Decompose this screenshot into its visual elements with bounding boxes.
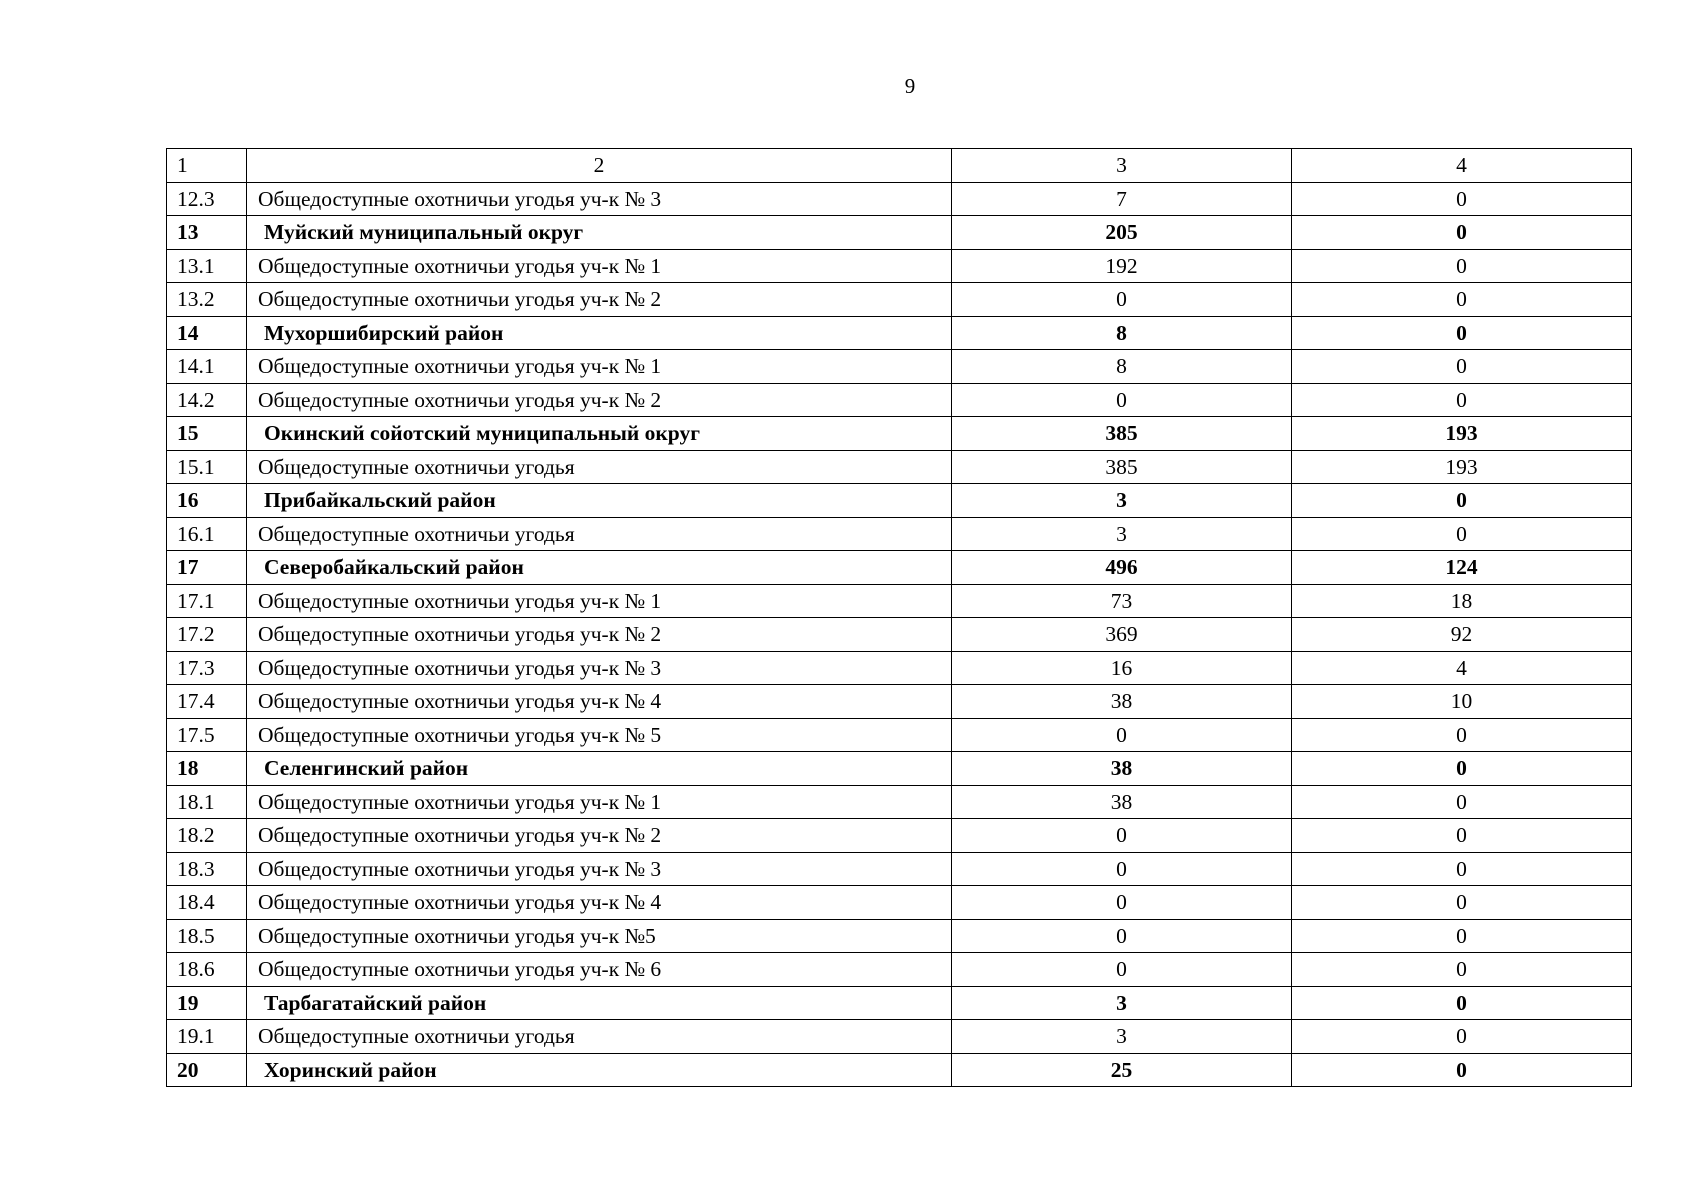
row-col4-cell: 0 xyxy=(1292,953,1632,987)
row-col4-cell: 0 xyxy=(1292,383,1632,417)
row-col4-cell: 0 xyxy=(1292,283,1632,317)
row-col4-cell: 92 xyxy=(1292,618,1632,652)
row-number-cell: 18.6 xyxy=(167,953,247,987)
row-col3-cell: 38 xyxy=(952,785,1292,819)
row-number-cell: 17.2 xyxy=(167,618,247,652)
table-row xyxy=(167,953,1632,987)
row-col4-cell: 0 xyxy=(1292,517,1632,551)
table-row xyxy=(167,819,1632,853)
table-row xyxy=(167,886,1632,920)
row-col4-cell: 0 xyxy=(1292,785,1632,819)
row-name-cell: Северобайкальский район xyxy=(247,551,952,585)
row-col3-cell: 7 xyxy=(952,182,1292,216)
row-col3-cell: 38 xyxy=(952,752,1292,786)
row-name-cell: Общедоступные охотничьи угодья уч-к № 2 xyxy=(247,618,952,652)
row-col4-cell: 0 xyxy=(1292,484,1632,518)
row-col4-cell: 4 xyxy=(1292,651,1632,685)
row-col3-cell: 0 xyxy=(952,852,1292,886)
table-row xyxy=(167,283,1632,317)
row-col4-cell: 0 xyxy=(1292,718,1632,752)
row-col3-cell: 3 xyxy=(952,1020,1292,1054)
row-col4-cell: 0 xyxy=(1292,249,1632,283)
table-section-row xyxy=(167,986,1632,1020)
row-number-cell: 18.3 xyxy=(167,852,247,886)
row-name-cell: Окинский сойотский муниципальный округ xyxy=(247,417,952,451)
row-name-cell: Общедоступные охотничьи угодья уч-к № 3 xyxy=(247,651,952,685)
table-row xyxy=(167,383,1632,417)
row-col3-cell: 3 xyxy=(952,484,1292,518)
row-col4-cell: 193 xyxy=(1292,450,1632,484)
row-number-cell: 13.1 xyxy=(167,249,247,283)
row-col3-cell: 3 xyxy=(952,986,1292,1020)
row-number-cell: 17 xyxy=(167,551,247,585)
row-name-cell: Прибайкальский район xyxy=(247,484,952,518)
table-row xyxy=(167,718,1632,752)
table-row xyxy=(167,852,1632,886)
table-row xyxy=(167,785,1632,819)
row-name-cell: Хоринский район xyxy=(247,1053,952,1087)
table-row xyxy=(167,1020,1632,1054)
table-row xyxy=(167,249,1632,283)
row-col3-cell: 0 xyxy=(952,953,1292,987)
row-name-cell: Общедоступные охотничьи угодья xyxy=(247,1020,952,1054)
row-col3-cell: 385 xyxy=(952,450,1292,484)
header-cell-4: 4 xyxy=(1292,149,1632,183)
page-number: 9 xyxy=(904,74,916,98)
row-number-cell: 17.4 xyxy=(167,685,247,719)
row-number-cell: 17.3 xyxy=(167,651,247,685)
row-name-cell: Общедоступные охотничьи угодья уч-к № 6 xyxy=(247,953,952,987)
row-number-cell: 17.5 xyxy=(167,718,247,752)
row-name-cell: Общедоступные охотничьи угодья уч-к № 5 xyxy=(247,718,952,752)
row-number-cell: 14.1 xyxy=(167,350,247,384)
row-number-cell: 14.2 xyxy=(167,383,247,417)
table-section-row xyxy=(167,551,1632,585)
table-body xyxy=(167,149,1632,1087)
row-col4-cell: 124 xyxy=(1292,551,1632,585)
table-section-row xyxy=(167,216,1632,250)
row-number-cell: 15 xyxy=(167,417,247,451)
row-number-cell: 19 xyxy=(167,986,247,1020)
row-col3-cell: 205 xyxy=(952,216,1292,250)
table-section-row xyxy=(167,1053,1632,1087)
row-name-cell: Общедоступные охотничьи угодья уч-к № 3 xyxy=(247,852,952,886)
table-section-row xyxy=(167,752,1632,786)
row-number-cell: 17.1 xyxy=(167,584,247,618)
row-name-cell: Мухоршибирский район xyxy=(247,316,952,350)
row-name-cell: Общедоступные охотничьи угодья уч-к №5 xyxy=(247,919,952,953)
row-name-cell: Общедоступные охотничьи угодья уч-к № 2 xyxy=(247,383,952,417)
row-name-cell: Общедоступные охотничьи угодья уч-к № 2 xyxy=(247,283,952,317)
row-col4-cell: 193 xyxy=(1292,417,1632,451)
row-name-cell: Селенгинский район xyxy=(247,752,952,786)
row-col4-cell: 0 xyxy=(1292,316,1632,350)
row-number-cell: 14 xyxy=(167,316,247,350)
table-section-row xyxy=(167,316,1632,350)
row-number-cell: 18.2 xyxy=(167,819,247,853)
row-number-cell: 13 xyxy=(167,216,247,250)
row-col3-cell: 0 xyxy=(952,718,1292,752)
row-name-cell: Общедоступные охотничьи угодья уч-к № 3 xyxy=(247,182,952,216)
row-col3-cell: 8 xyxy=(952,316,1292,350)
table-row xyxy=(167,584,1632,618)
table-header-row xyxy=(167,149,1632,183)
row-col3-cell: 38 xyxy=(952,685,1292,719)
row-col4-cell: 0 xyxy=(1292,886,1632,920)
row-number-cell: 15.1 xyxy=(167,450,247,484)
row-col3-cell: 8 xyxy=(952,350,1292,384)
table-row xyxy=(167,182,1632,216)
table-row xyxy=(167,919,1632,953)
row-number-cell: 13.2 xyxy=(167,283,247,317)
table-section-row xyxy=(167,417,1632,451)
row-col4-cell: 0 xyxy=(1292,852,1632,886)
table-row xyxy=(167,618,1632,652)
row-col4-cell: 0 xyxy=(1292,819,1632,853)
row-col4-cell: 18 xyxy=(1292,584,1632,618)
row-col3-cell: 0 xyxy=(952,919,1292,953)
row-col3-cell: 16 xyxy=(952,651,1292,685)
row-name-cell: Общедоступные охотничьи угодья xyxy=(247,450,952,484)
row-number-cell: 16 xyxy=(167,484,247,518)
row-name-cell: Общедоступные охотничьи угодья уч-к № 2 xyxy=(247,819,952,853)
row-name-cell: Общедоступные охотничьи угодья уч-к № 1 xyxy=(247,249,952,283)
row-col3-cell: 0 xyxy=(952,383,1292,417)
row-col3-cell: 496 xyxy=(952,551,1292,585)
row-col4-cell: 0 xyxy=(1292,986,1632,1020)
table-row xyxy=(167,517,1632,551)
row-col4-cell: 0 xyxy=(1292,1020,1632,1054)
header-cell-1: 1 xyxy=(167,149,247,183)
row-col4-cell: 0 xyxy=(1292,216,1632,250)
row-col4-cell: 10 xyxy=(1292,685,1632,719)
row-number-cell: 16.1 xyxy=(167,517,247,551)
table-section-row xyxy=(167,484,1632,518)
row-col4-cell: 0 xyxy=(1292,182,1632,216)
row-name-cell: Общедоступные охотничьи угодья уч-к № 4 xyxy=(247,886,952,920)
row-name-cell: Общедоступные охотничьи угодья уч-к № 1 xyxy=(247,584,952,618)
table-row xyxy=(167,651,1632,685)
row-number-cell: 18.1 xyxy=(167,785,247,819)
row-name-cell: Общедоступные охотничьи угодья уч-к № 1 xyxy=(247,785,952,819)
row-col3-cell: 3 xyxy=(952,517,1292,551)
row-col3-cell: 25 xyxy=(952,1053,1292,1087)
row-name-cell: Муйский муниципальный округ xyxy=(247,216,952,250)
row-number-cell: 18.5 xyxy=(167,919,247,953)
row-number-cell: 12.3 xyxy=(167,182,247,216)
row-col3-cell: 0 xyxy=(952,819,1292,853)
row-col4-cell: 0 xyxy=(1292,752,1632,786)
row-col4-cell: 0 xyxy=(1292,919,1632,953)
row-number-cell: 19.1 xyxy=(167,1020,247,1054)
row-name-cell: Общедоступные охотничьи угодья уч-к № 4 xyxy=(247,685,952,719)
row-name-cell: Тарбагатайский район xyxy=(247,986,952,1020)
row-number-cell: 18.4 xyxy=(167,886,247,920)
row-col3-cell: 0 xyxy=(952,886,1292,920)
row-col3-cell: 0 xyxy=(952,283,1292,317)
row-number-cell: 18 xyxy=(167,752,247,786)
table-row xyxy=(167,450,1632,484)
header-cell-2: 2 xyxy=(247,149,952,183)
row-name-cell: Общедоступные охотничьи угодья xyxy=(247,517,952,551)
row-col3-cell: 73 xyxy=(952,584,1292,618)
table-row xyxy=(167,685,1632,719)
row-col3-cell: 192 xyxy=(952,249,1292,283)
hunting-grounds-table xyxy=(166,148,1632,1087)
header-cell-3: 3 xyxy=(952,149,1292,183)
row-name-cell: Общедоступные охотничьи угодья уч-к № 1 xyxy=(247,350,952,384)
table-row xyxy=(167,350,1632,384)
row-col4-cell: 0 xyxy=(1292,350,1632,384)
row-number-cell: 20 xyxy=(167,1053,247,1087)
row-col4-cell: 0 xyxy=(1292,1053,1632,1087)
row-col3-cell: 385 xyxy=(952,417,1292,451)
row-col3-cell: 369 xyxy=(952,618,1292,652)
